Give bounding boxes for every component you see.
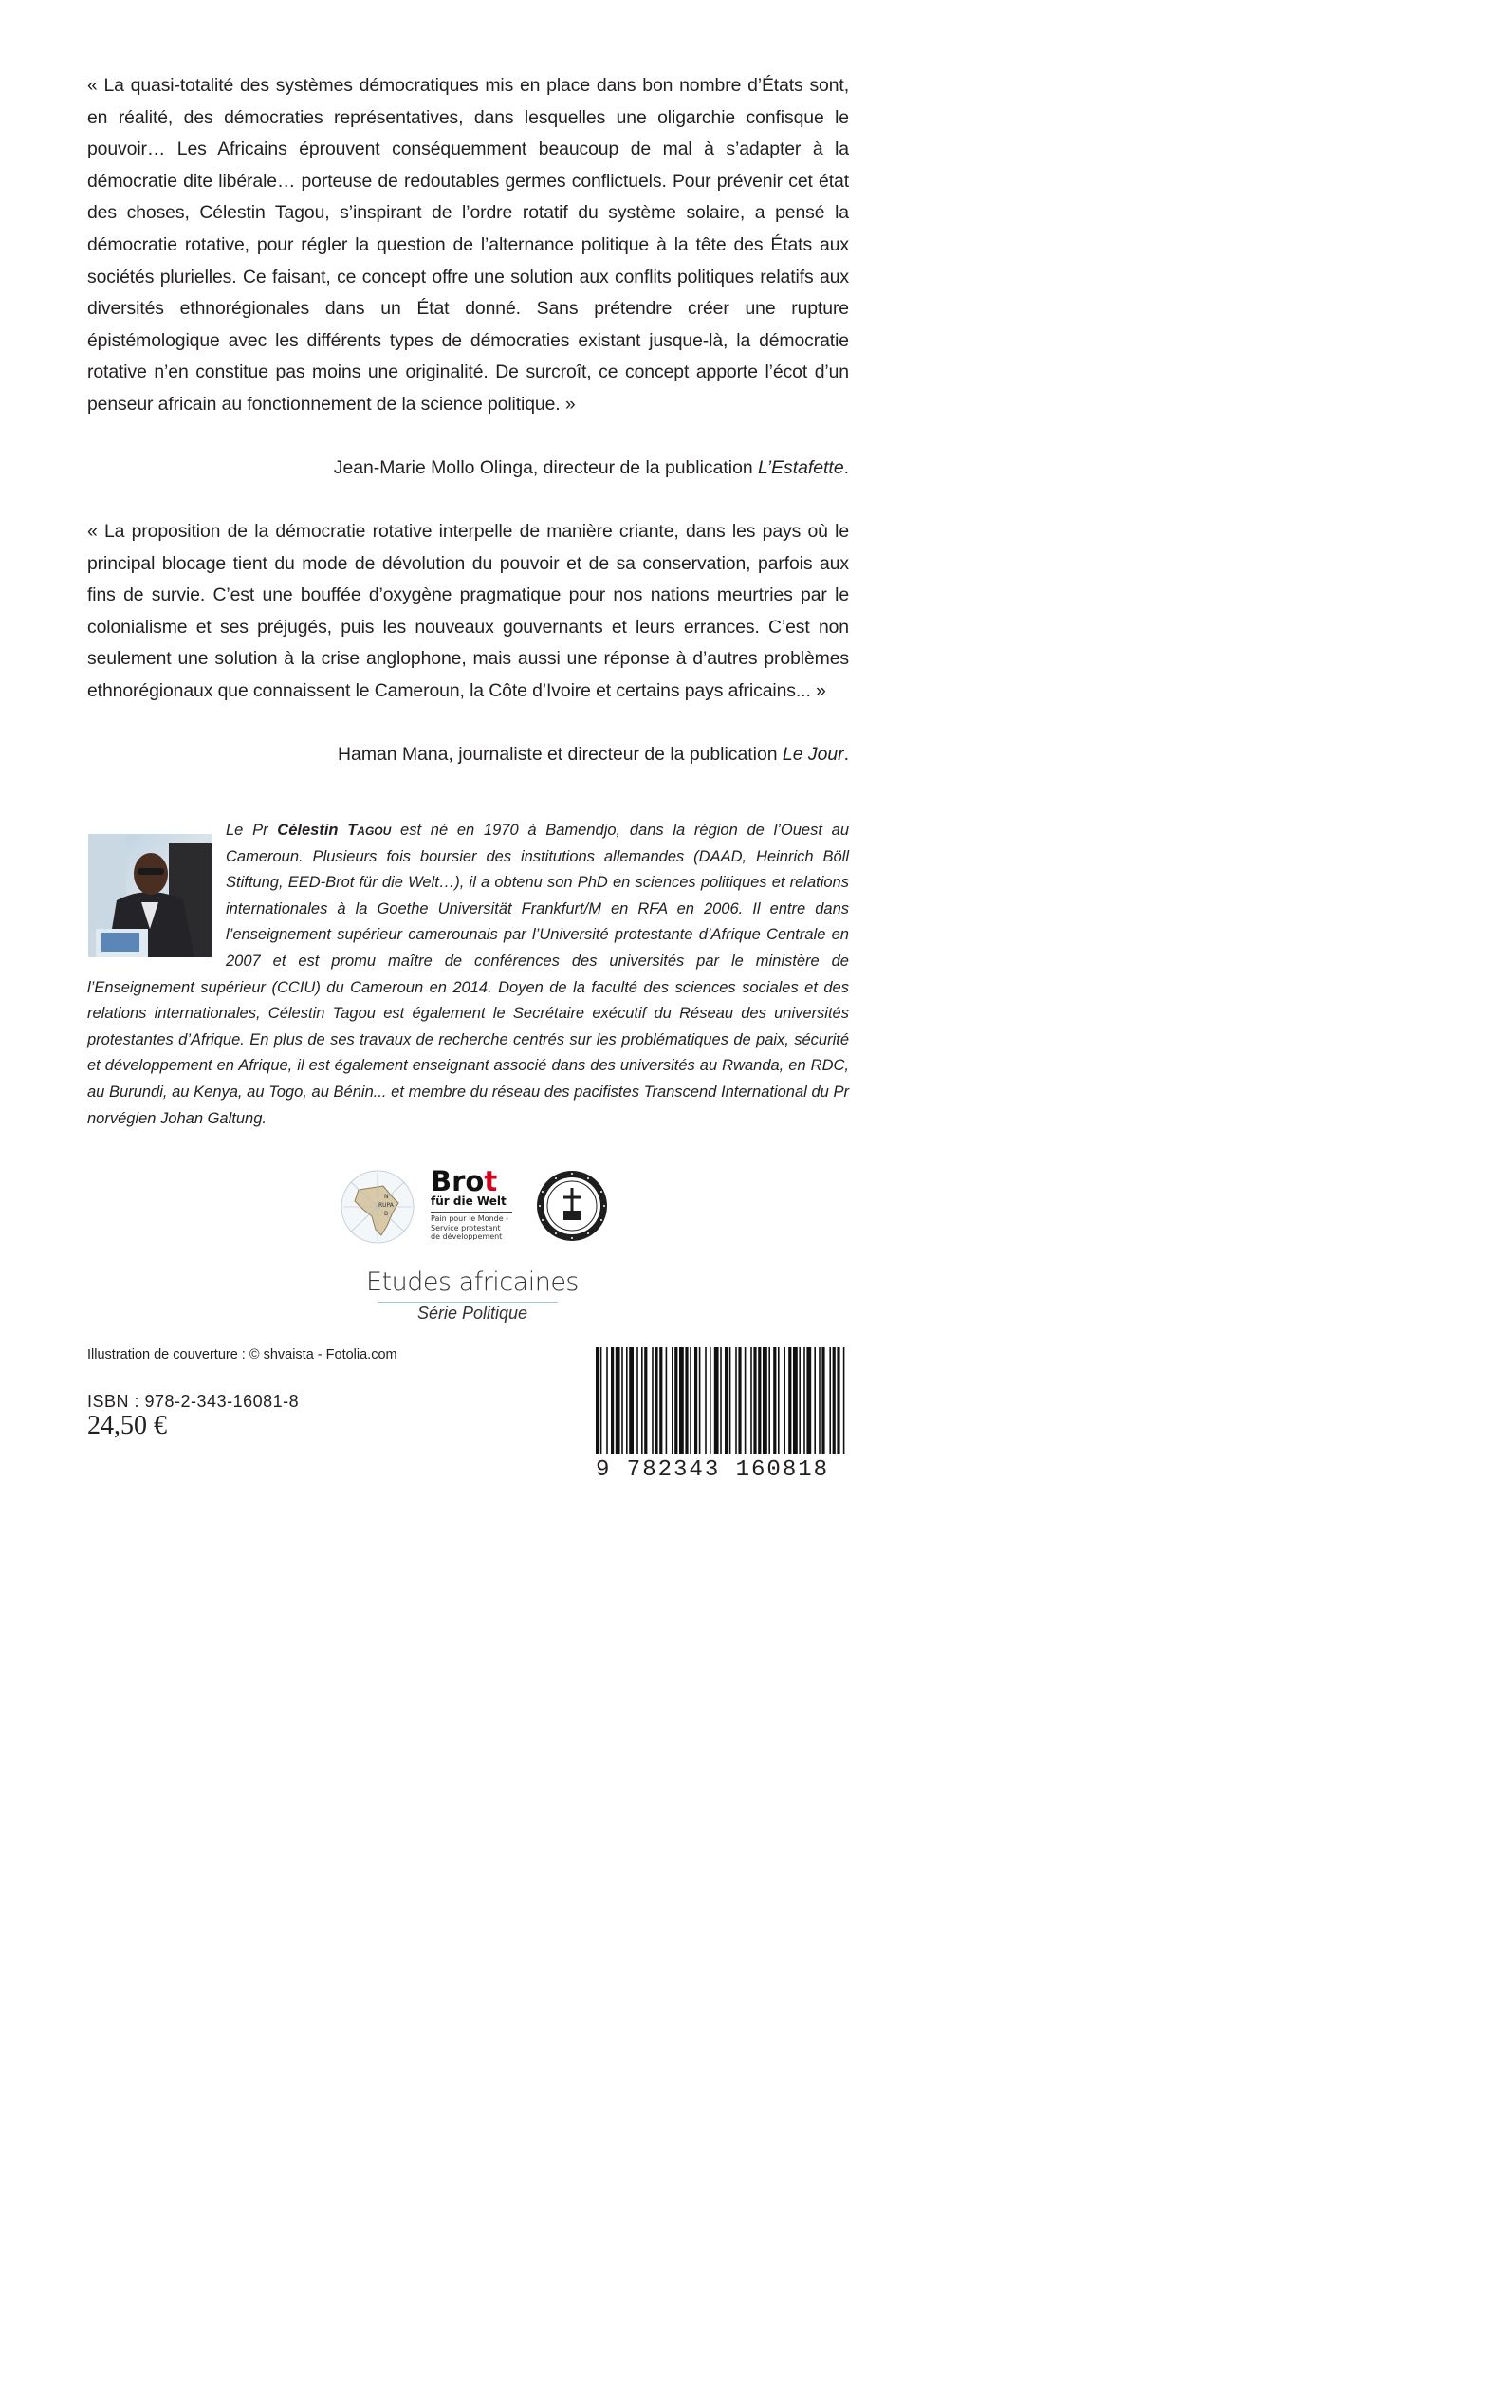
barcode-bar: [679, 1347, 684, 1454]
barcode-bars: [592, 1347, 850, 1454]
barcode-bar: [799, 1347, 801, 1454]
barcode-bar: [636, 1347, 638, 1454]
barcode-digits: 9 782343 160818: [596, 1457, 830, 1483]
barcode-bar: [641, 1347, 643, 1454]
author-bio: Le Pr Célestin Tagou est né en 1970 à Bamendjo, dans la région de l’Ouest au Cameroun. Plusieurs fois boursier des institutions allemandes (DAAD, Heinrich Böll Stiftung, EED-Brot für die Welt…), il a obtenu son PhD en sciences politiques et relations internationales à la Goethe Universität Frankfurt/M en RFA en 2006. Il entre dans l’enseignement supérieur camerounais par l’Université protestante d’Afrique Centrale en 2007 et est promu maître de conférences des universités par le ministère de l’Enseignement supérieur (CCIU) du Cameroun en 2014. Doyen de la faculté des sciences sociales et des relations internationales, Célestin Tagou est également le Secrétaire exécutif du Réseau des universités protestantes d’Afrique. En plus de ses travaux de recherche centrés sur les problématiques de paix, sécurité et développement en Afrique, il est également enseignant associé dans des universités au Rwanda, en RDC, au Burundi, au Kenya, au Togo, au Bénin... et membre du réseau des pacifistes Transcend International du Pr norvégien Johan Galtung.: [87, 822, 849, 1127]
barcode: [592, 1347, 850, 1483]
series-subtitle: Série Politique: [416, 1304, 528, 1323]
quote-1-publication: L’Estafette: [758, 457, 844, 478]
barcode-bar: [655, 1347, 657, 1454]
barcode-bar: [666, 1347, 668, 1454]
svg-text:RUPA: RUPA: [378, 1202, 394, 1209]
barcode-bar: [710, 1347, 711, 1454]
barcode-bar: [773, 1347, 776, 1454]
series-divider: [378, 1302, 558, 1303]
barcode-bar: [626, 1347, 628, 1454]
barcode-bar: [611, 1347, 614, 1454]
barcode-bar: [629, 1347, 634, 1454]
barcode-bar: [674, 1347, 677, 1454]
barcode-bar: [745, 1347, 747, 1454]
barcode-bar: [699, 1347, 701, 1454]
barcode-bar: [784, 1347, 785, 1454]
barcode-bar: [694, 1347, 697, 1454]
barcode-bar: [600, 1347, 602, 1454]
network-logo: [340, 1169, 415, 1245]
barcode-bar: [644, 1347, 647, 1454]
barcode-bar: [672, 1347, 673, 1454]
cover-credit: Illustration de couverture : © shvaista - Fotolia.com: [87, 1347, 397, 1362]
svg-text:B: B: [384, 1211, 389, 1217]
barcode-bar: [596, 1347, 599, 1454]
barcode-bar: [833, 1347, 836, 1454]
quote-1-author: Jean-Marie Mollo Olinga, directeur de la publication: [333, 457, 759, 478]
quote-2-attribution: Haman Mana, journaliste et directeur de la publication Le Jour.: [338, 744, 849, 765]
quote-1-attribution: Jean-Marie Mollo Olinga, directeur de la publication L’Estafette.: [333, 457, 849, 478]
barcode-bar: [829, 1347, 831, 1454]
barcode-bar: [763, 1347, 767, 1454]
barcode-bar: [793, 1347, 798, 1454]
barcode-bar: [778, 1347, 780, 1454]
svg-text:N: N: [384, 1194, 389, 1200]
barcode-bar: [814, 1347, 816, 1454]
price: 24,50 €: [87, 1411, 167, 1440]
barcode-bar: [659, 1347, 662, 1454]
barcode-bar: [606, 1347, 608, 1454]
barcode-bar: [616, 1347, 620, 1454]
barcode-bar: [843, 1347, 845, 1454]
brot-fur-die-welt-logo: Brot für die Welt Pain pour le Monde - Service protestant de développement: [431, 1167, 522, 1249]
quote-1-text: « La quasi-totalité des systèmes démocratiques mis en place dans bon nombre d’États sont, en réalité, des démocraties représentatives, dans lesquelles une oligarchie confisque le pouvoir… Les Africains éprouvent conséquemment beaucoup de mal à s’adapter à la démocratie dite libérale… porteuse de redoutables germes conflictuels. Pour prévenir cet état des choses, Célestin Tagou, s’inspirant de l’ordre rotatif du système solaire, a pensé la démocratie rotative, pour régler la question de l’alternance politique à la tête des États aux sociétés plurielles. Ce faisant, ce concept offre une solution aux conflits politiques relatifs aux diversités ethnorégionales dans un État donné. Sans prétendre créer une rupture épistémologique avec les différents types de démocraties existant jusque-là, la démocratie rotative n’en constitue pas moins une originalité. De surcroît, ce concept apporte l’écot d’un penseur africain au fonctionnement de la science politique. »: [87, 75, 849, 415]
barcode-bar: [714, 1347, 719, 1454]
barcode-bar: [705, 1347, 707, 1454]
barcode-bar: [690, 1347, 691, 1454]
barcode-bar: [621, 1347, 623, 1454]
barcode-bar: [819, 1347, 821, 1454]
quote-2-author: Haman Mana, journaliste et directeur de la publication: [338, 744, 783, 765]
barcode-bar: [788, 1347, 791, 1454]
barcode-bar: [821, 1347, 824, 1454]
university-seal-logo: [535, 1169, 609, 1243]
barcode-bar: [753, 1347, 756, 1454]
author-name: Célestin Tagou: [277, 822, 392, 839]
quote-2-text: « La proposition de la démocratie rotative interpelle de manière criante, dans les pays où le principal blocage tient du mode de dévolution du pouvoir et de sa conservation, parfois aux fins de survie. C’est une bouffée d’oxygène pragmatique pour nos nations meurtries par le colonialisme et ses préjugés, puis les nouveaux gouvernants et leurs errances. C’est non seulement une solution à la crise anglophone, mais aussi une réponse à d’autres problèmes ethnorégionaux que connaissent le Cameroun, la Côte d’Ivoire et certains pays africains... »: [87, 521, 849, 701]
barcode-bar: [750, 1347, 752, 1454]
barcode-bar: [768, 1347, 770, 1454]
isbn: ISBN : 978-2-343-16081-8: [87, 1392, 300, 1411]
barcode-bar: [738, 1347, 741, 1454]
barcode-bar: [803, 1347, 805, 1454]
series-title: Etudes africaines: [366, 1268, 579, 1297]
barcode-bar: [685, 1347, 688, 1454]
barcode-bar: [758, 1347, 761, 1454]
barcode-bar: [837, 1347, 839, 1454]
quote-2-publication: Le Jour: [782, 744, 844, 765]
barcode-bar: [729, 1347, 731, 1454]
barcode-bar: [735, 1347, 737, 1454]
barcode-bar: [725, 1347, 728, 1454]
barcode-bar: [806, 1347, 811, 1454]
barcode-bar: [720, 1347, 722, 1454]
barcode-bar: [652, 1347, 654, 1454]
